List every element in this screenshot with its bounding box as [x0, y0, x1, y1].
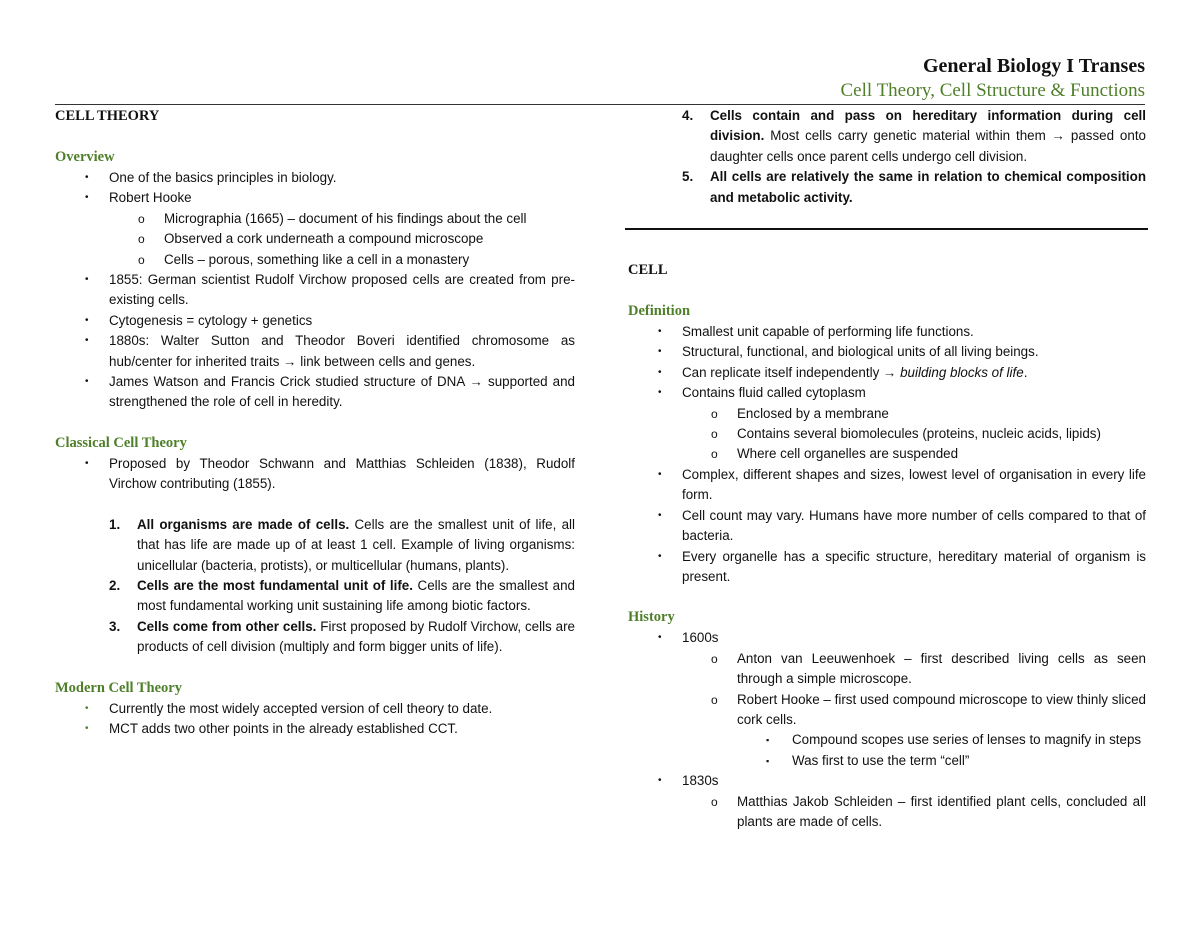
- list-item: • Robert Hooke: [55, 188, 575, 208]
- sub-bullet-icon: o: [711, 427, 718, 442]
- list-item: • James Watson and Francis Crick studied structure of DNA → supported and strengthened the role of cell in heredity.: [85, 374, 576, 410]
- document-subtitle: Cell Theory, Cell Structure & Functions: [840, 80, 1145, 101]
- sub-list-item: o Enclosed by a membrane: [628, 404, 1146, 424]
- numbered-item: 4. Cells contain and pass on hereditary information during cell division. Most cells carry genetic material within them → passed onto daughter cells once parent cells undergo cell division.: [682, 108, 1146, 164]
- list-item: • 1880s: Walter Sutton and Theodor Boveri identified chromosome as hub/center for inherited traits → link between cells and genes.: [85, 333, 575, 369]
- numbered-item: 3. Cells come from other cells. First proposed by Rudolf Virchow, cells are products of cell division (multiply and form bigger units of life).: [109, 618, 576, 655]
- subsection-heading-history: History: [628, 609, 675, 626]
- bullet-icon: •: [85, 192, 89, 204]
- sub-bullet-icon: o: [711, 692, 718, 707]
- document-title: General Biology I Transes: [922, 55, 1145, 77]
- sub-list-item: o Observed a cork underneath a compound microscope: [55, 229, 575, 249]
- list-item: • Cell count may vary. Humans have more number of cells compared to that of bacteria.: [658, 507, 1146, 544]
- square-bullet-icon: ▪: [766, 735, 770, 746]
- list-item: • Structural, functional, and biological units of all living beings.: [628, 342, 1146, 362]
- sub-bullet-icon: o: [138, 232, 145, 247]
- sub-list-item: o Cells – porous, something like a cell in a monastery: [55, 250, 575, 270]
- list-item: • 1855: German scientist Rudolf Virchow proposed cells are created from pre-existing cells.: [85, 272, 575, 308]
- bullet-icon: •: [658, 775, 662, 787]
- bullet-icon: •: [658, 326, 662, 338]
- section-heading-cell: CELL: [628, 262, 668, 279]
- sub-bullet-icon: o: [138, 211, 145, 226]
- section-heading-cell-theory: CELL THEORY: [55, 108, 160, 124]
- list-item: • Proposed by Theodor Schwann and Matthias Schleiden (1838), Rudolf Virchow contributing (1855).: [85, 455, 575, 492]
- list-item: • One of the basics principles in biology.: [55, 168, 575, 188]
- list-item: • Currently the most widely accepted version of cell theory to date.: [55, 699, 575, 719]
- sub-bullet-icon: o: [711, 447, 718, 462]
- list-item: • Cytogenesis = cytology + genetics: [55, 311, 575, 331]
- subsection-heading-definition: Definition: [628, 303, 691, 320]
- sub-bullet-icon: o: [138, 252, 145, 267]
- sub-list-item: o Where cell organelles are suspended: [628, 444, 1146, 464]
- sub-list-item: o Contains several biomolecules (proteins, nucleic acids, lipids): [628, 424, 1146, 444]
- bullet-icon: •: [658, 550, 662, 562]
- list-item: • Every organelle has a specific structure, hereditary material of organism is present.: [658, 548, 1146, 584]
- list-item: • 1830s: [628, 771, 1146, 791]
- bullet-icon: •: [85, 172, 89, 183]
- sub-bullet-icon: o: [711, 794, 718, 809]
- list-item: • 1600s: [628, 628, 1146, 648]
- arrow-icon: →: [1051, 128, 1066, 144]
- list-item: • Smallest unit capable of performing life functions.: [628, 322, 1146, 342]
- bullet-icon: •: [85, 722, 89, 734]
- sub-list-item: o Anton van Leeuwenhoek – first described living cells as seen through a simple microscope.: [711, 650, 1146, 687]
- sub-list-item: o Robert Hooke – first used compound microscope to view thinly sliced cork cells.: [711, 691, 1146, 727]
- subsection-heading-modern: Modern Cell Theory: [55, 679, 182, 696]
- list-item: • MCT adds two other points in the already established CCT.: [55, 719, 575, 739]
- numbered-item: 1. All organisms are made of cells. Cells are the smallest unit of life, all that has life are made up of at least 1 cell. Example of living organisms: unicellular (bacteria, protists), or multicellular (humans, plants).: [109, 516, 575, 573]
- bullet-icon: •: [85, 376, 89, 388]
- bullet-icon: •: [658, 387, 662, 399]
- sub-sub-list-item: ▪ Compound scopes use series of lenses to magnify in steps: [628, 730, 1146, 750]
- sub-bullet-icon: o: [711, 406, 718, 421]
- bullet-icon: •: [658, 346, 662, 358]
- left-column: [55, 106, 575, 739]
- bullet-icon: •: [85, 457, 89, 469]
- bullet-icon: •: [658, 366, 662, 378]
- sub-sub-list-item: ▪ Was first to use the term “cell”: [628, 751, 1146, 771]
- subsection-heading-overview: Overview: [55, 149, 115, 165]
- arrow-icon: →: [882, 364, 897, 380]
- sub-bullet-icon: o: [711, 651, 718, 666]
- arrow-icon: →: [283, 353, 297, 369]
- subsection-heading-classical: Classical Cell Theory: [55, 434, 187, 451]
- square-bullet-icon: ▪: [766, 755, 770, 766]
- bullet-icon: •: [658, 632, 662, 644]
- sub-list-item: o Micrographia (1665) – document of his findings about the cell: [55, 209, 575, 229]
- bullet-icon: •: [658, 509, 662, 521]
- arrow-icon: →: [469, 374, 483, 390]
- right-column: [628, 106, 1146, 832]
- header-divider: [55, 104, 1145, 105]
- list-item: • Contains fluid called cytoplasm: [628, 383, 1146, 403]
- list-item: • Can replicate itself independently → building blocks of life.: [628, 363, 1146, 383]
- list-item: • Complex, different shapes and sizes, lowest level of organisation in every life form.: [658, 466, 1146, 503]
- bullet-icon: •: [85, 702, 89, 714]
- bullet-icon: •: [85, 335, 89, 347]
- bullet-icon: •: [658, 468, 662, 480]
- sub-list-item: o Matthias Jakob Schleiden – first identified plant cells, concluded all plants are made of cells.: [711, 793, 1146, 829]
- bullet-icon: •: [85, 314, 89, 326]
- numbered-item: 5. All cells are relatively the same in relation to chemical composition and metabolic activity.: [682, 169, 1146, 205]
- numbered-item: 2. Cells are the most fundamental unit of life. Cells are the smallest and most fundamental working unit sustaining life among biotic factors.: [109, 577, 575, 614]
- bullet-icon: •: [85, 274, 89, 286]
